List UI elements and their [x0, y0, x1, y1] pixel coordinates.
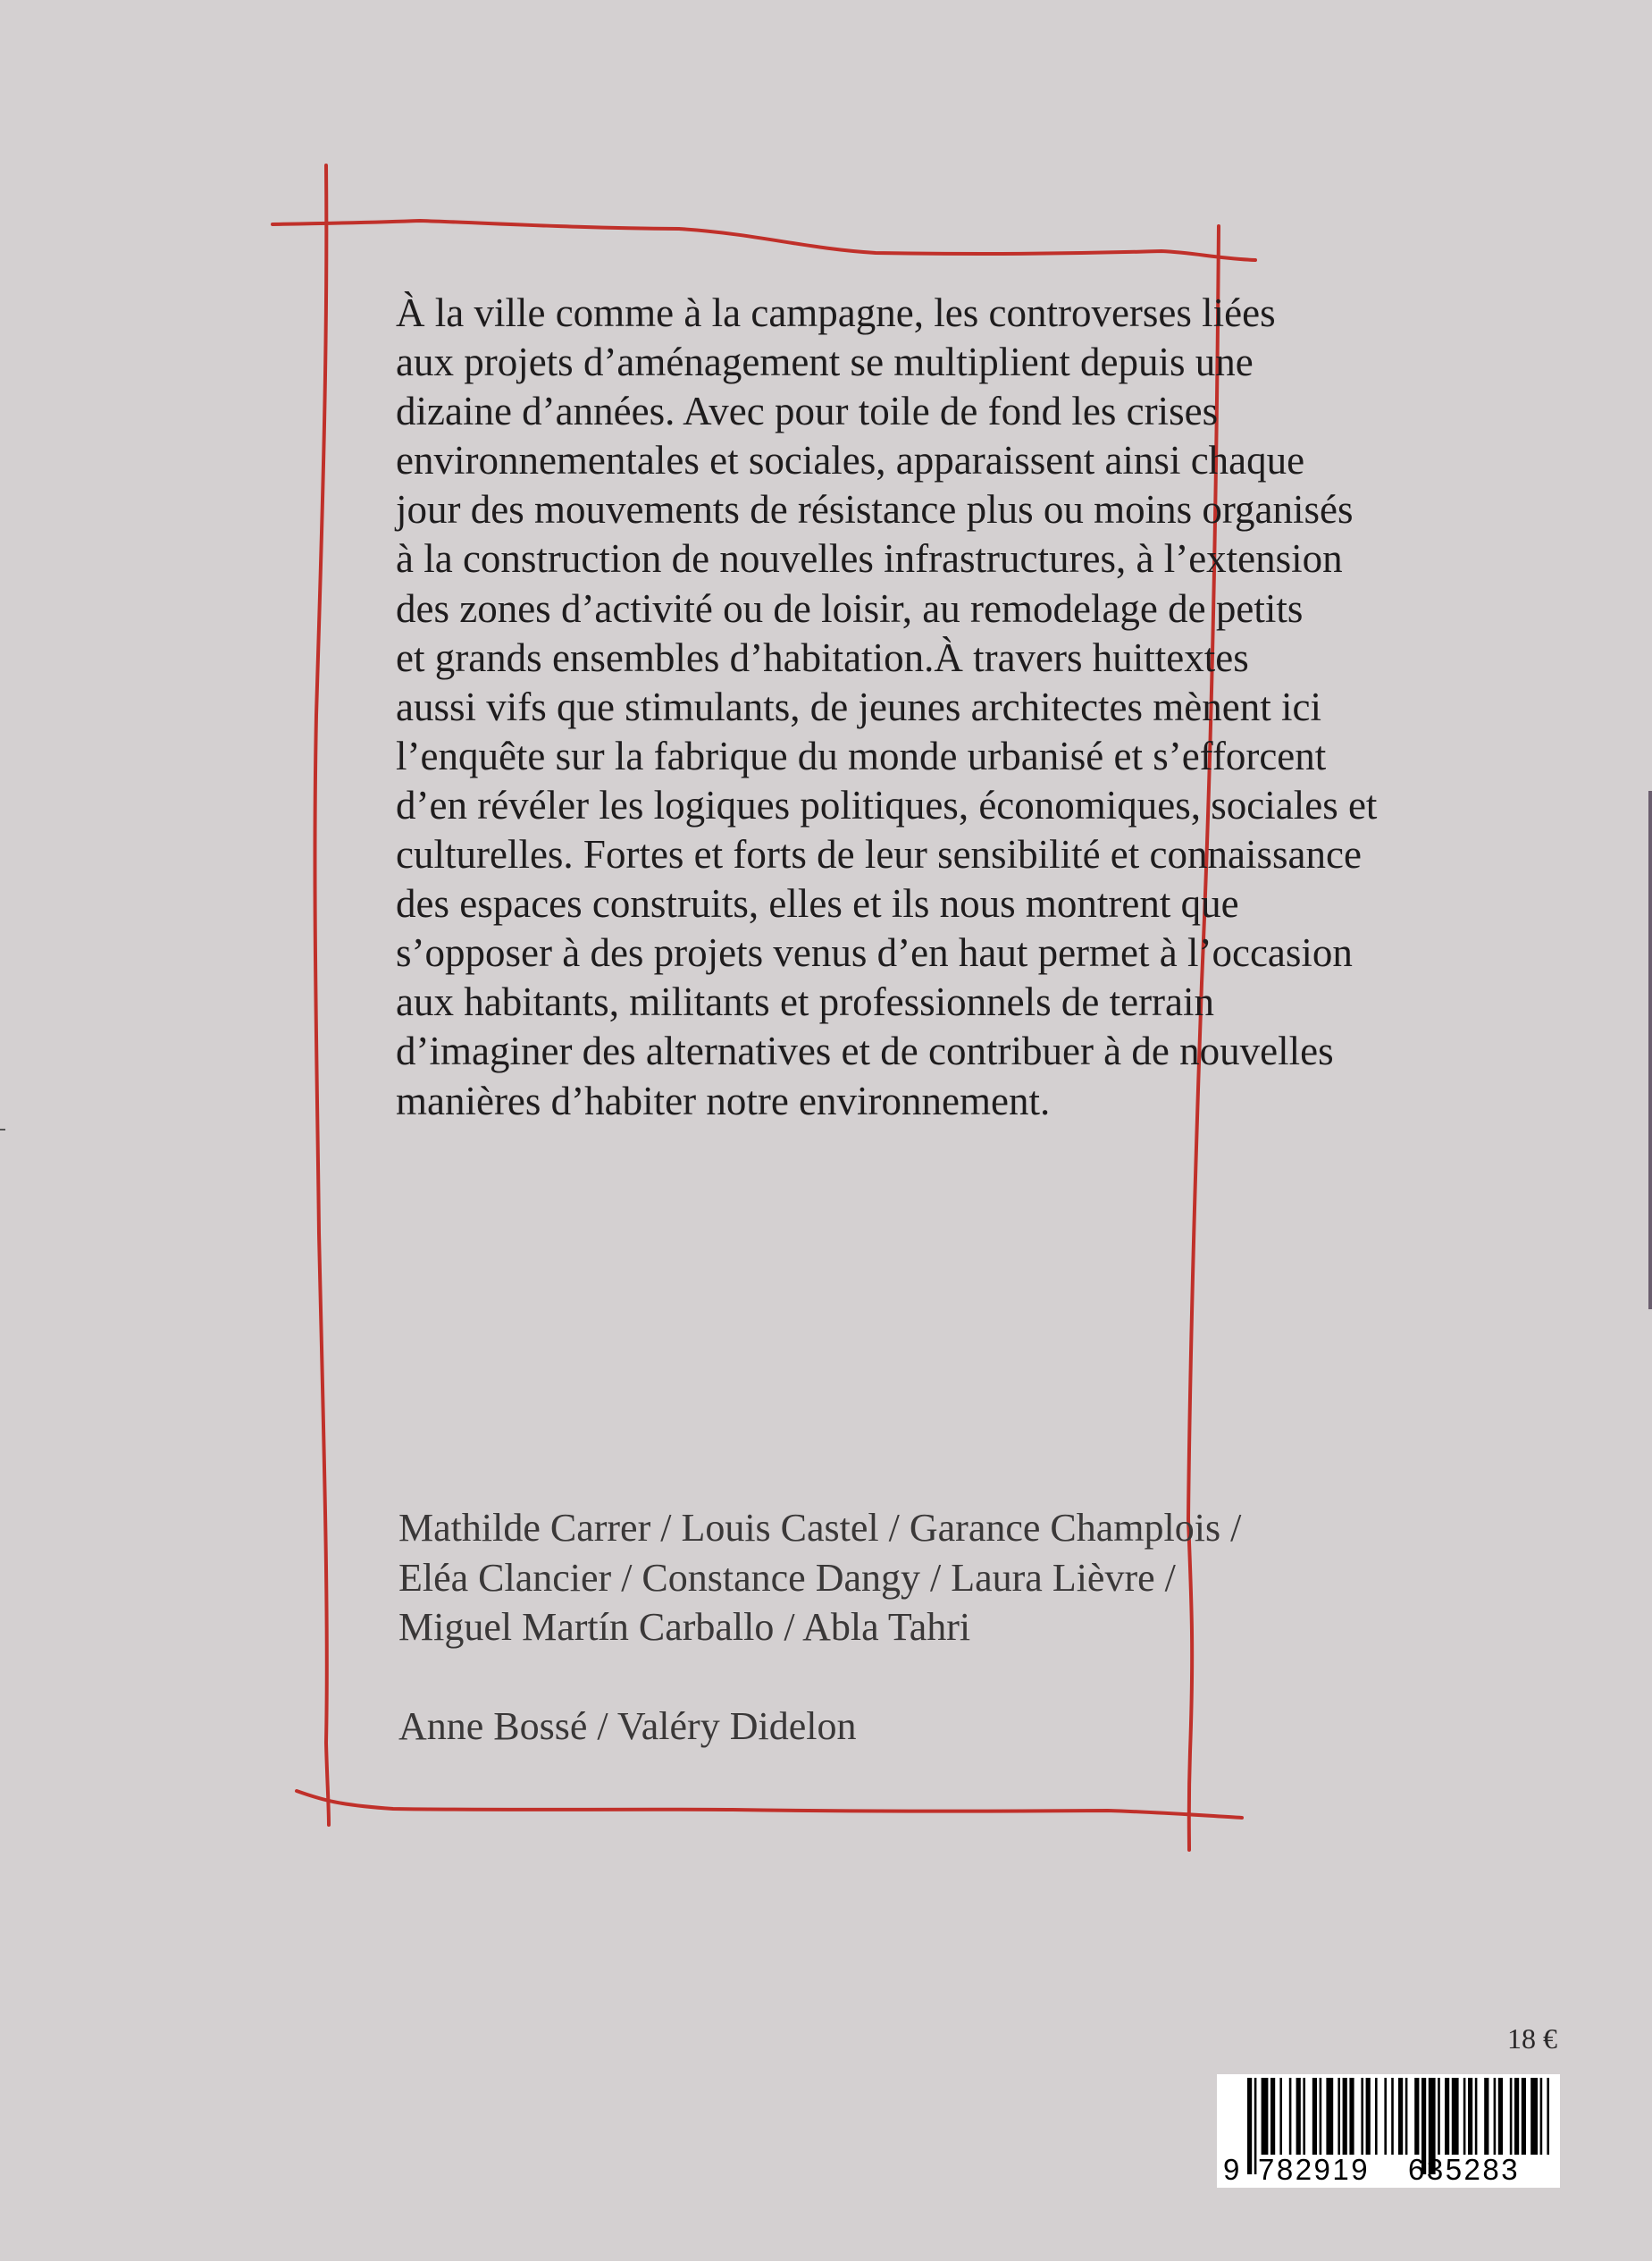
barcode-bar — [1468, 2078, 1472, 2155]
barcode-right-group: 635283 — [1408, 2153, 1521, 2186]
barcode-bar — [1279, 2078, 1282, 2155]
blurb-line: aussi vifs que stimulants, de jeunes architectes mènent ici — [396, 684, 1321, 729]
back-cover-blurb — [396, 289, 1414, 1126]
barcode-bar — [1326, 2078, 1333, 2155]
isbn-barcode — [1217, 2074, 1560, 2188]
barcode-bar — [1514, 2078, 1519, 2155]
frame-left-line — [314, 165, 329, 1825]
barcode-bar — [1498, 2078, 1503, 2155]
barcode-bar — [1320, 2078, 1322, 2155]
barcode-bar — [1289, 2078, 1292, 2155]
authors-line: Miguel Martín Carballo / Abla Tahri — [398, 1605, 971, 1649]
authors-line: Eléa Clancier / Constance Dangy / Laura Lièvre / — [398, 1555, 1176, 1600]
barcode-bar — [1349, 2078, 1354, 2155]
barcode-bar — [1270, 2078, 1275, 2155]
price-label: 18 € — [1507, 2022, 1557, 2055]
barcode-bar — [1484, 2078, 1488, 2155]
blurb-line: manières d’habiter notre environnement. — [396, 1078, 1051, 1123]
barcode-bar — [1375, 2078, 1378, 2155]
barcode-left-group: 782919 — [1258, 2153, 1371, 2186]
barcode-bar — [1391, 2078, 1394, 2155]
barcode-bar — [1540, 2078, 1543, 2155]
barcode-bar — [1530, 2078, 1538, 2155]
barcode-bar — [1475, 2078, 1478, 2155]
barcode-bar — [1312, 2078, 1317, 2155]
blurb-line: dizaine d’années. Avec pour toile de fond les crises — [396, 389, 1219, 434]
barcode-bar — [1384, 2078, 1387, 2155]
barcode-bar — [1494, 2078, 1497, 2155]
blurb-line: culturelles. Fortes et forts de leur sensibilité et connaissance — [396, 832, 1362, 878]
left-crop-mark — [0, 1129, 5, 1130]
editors-line: Anne Bossé / Valéry Didelon — [398, 1704, 857, 1748]
frame-bottom-line — [297, 1791, 1242, 1818]
blurb-line: aux habitants, militants et professionnels de terrain — [396, 979, 1215, 1025]
barcode-bar — [1438, 2078, 1440, 2155]
blurb-line: des zones d’activité ou de loisir, au remodelage de petits — [396, 585, 1304, 631]
barcode-bar — [1522, 2078, 1526, 2155]
barcode-bar — [1366, 2078, 1371, 2155]
right-edge-strip — [1648, 791, 1652, 1309]
blurb-line: d’imaginer des alternatives et de contribuer à de nouvelles — [396, 1029, 1334, 1074]
blurb-line: jour des mouvements de résistance plus ou moins organisés — [396, 487, 1354, 533]
blurb-line: d’en révéler les logiques politiques, économiques, sociales et — [396, 782, 1378, 828]
barcode-bar — [1414, 2078, 1419, 2155]
blurb-line: à la construction de nouvelles infrastructures, à l’extension — [396, 536, 1343, 582]
barcode-bar — [1343, 2078, 1347, 2155]
blurb-line: environnementales et sociales, apparaissent ainsi chaque — [396, 438, 1305, 483]
barcode-bar — [1338, 2078, 1340, 2155]
barcode-bar — [1296, 2078, 1301, 2155]
barcode-bar — [1445, 2078, 1449, 2155]
authors-line: Mathilde Carrer / Louis Castel / Garance Champlois / — [398, 1506, 1242, 1550]
blurb-line: des espaces construits, elles et ils nous montrent que — [396, 881, 1239, 927]
barcode-bar — [1547, 2078, 1549, 2155]
barcode-bar — [1452, 2078, 1459, 2155]
barcode-digits — [1217, 2154, 1560, 2186]
blurb-line: et grands ensembles d’habitation.À travers huittextes — [396, 635, 1249, 680]
blurb-line: s’opposer à des projets venus d’en haut permet à l’occasion — [396, 930, 1353, 976]
authors-list — [398, 1503, 1241, 1652]
barcode-bar — [1510, 2078, 1513, 2155]
barcode-bar — [1463, 2078, 1466, 2155]
barcode-bar — [1405, 2078, 1408, 2155]
barcode-first-digit: 9 — [1223, 2153, 1240, 2186]
barcode-bar — [1303, 2078, 1305, 2155]
blurb-line: l’enquête sur la fabrique du monde urbanisé et s’efforcent — [396, 733, 1327, 778]
frame-top-line — [273, 221, 1255, 260]
blurb-line: aux projets d’aménagement se multiplient depuis une — [396, 340, 1254, 385]
blurb-line: À la ville comme à la campagne, les controverses liées — [396, 290, 1276, 335]
barcode-bar — [1262, 2078, 1269, 2155]
barcode-bar — [1398, 2078, 1403, 2155]
barcode-bar — [1361, 2078, 1363, 2155]
